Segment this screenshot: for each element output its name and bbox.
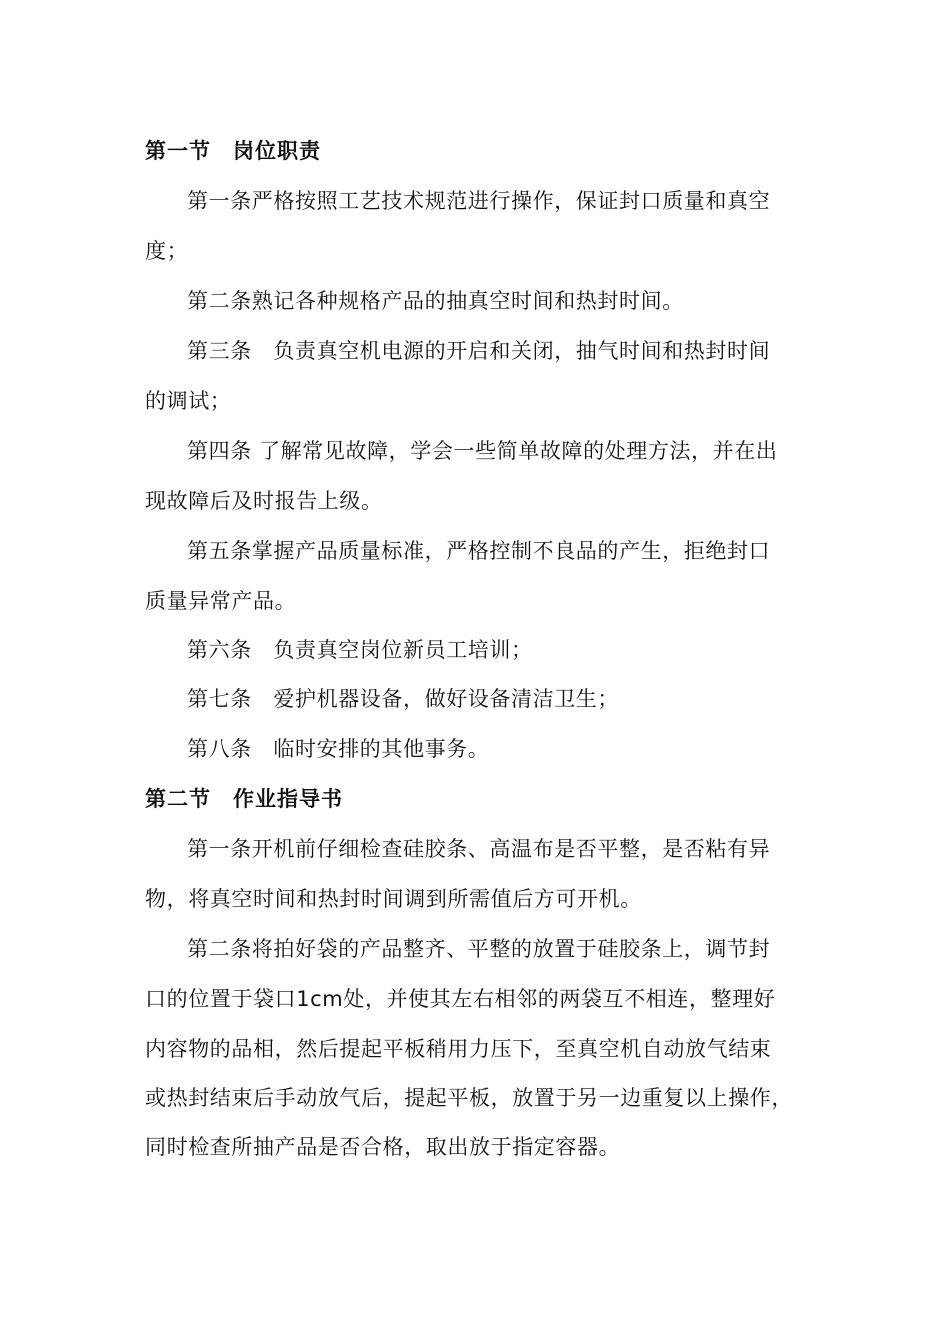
section-1-article-6: 第六条 负责真空岗位新员工培训； bbox=[187, 638, 533, 662]
section-1-article-5-line-2: 质量异常产品。 bbox=[145, 589, 297, 613]
section-1-article-4-line-1: 第四条 了解常见故障，学会一些简单故障的处理方法，并在出 bbox=[187, 439, 778, 463]
section-1-article-1-line-1: 第一条严格按照工艺技术规范进行操作，保证封口质量和真空 bbox=[187, 189, 771, 213]
section-1-title: 第一节 岗位职责 bbox=[145, 139, 321, 163]
section-1-article-3-line-1: 第三条 负责真空机电源的开启和关闭，抽气时间和热封时间 bbox=[187, 339, 771, 363]
section-1-article-5-line-1: 第五条掌握产品质量标准，严格控制不良品的产生，拒绝封口 bbox=[187, 539, 771, 563]
section-1-article-3-line-2: 的调试； bbox=[145, 389, 232, 413]
section-1-article-2: 第二条熟记各种规格产品的抽真空时间和热封时间。 bbox=[187, 289, 684, 313]
section-2-article-1-line-2: 物，将真空时间和热封时间调到所需值后方可开机。 bbox=[145, 887, 642, 911]
section-2-title: 第二节 作业指导书 bbox=[145, 787, 343, 811]
section-1-article-7: 第七条 爱护机器设备，做好设备清洁卫生； bbox=[187, 687, 619, 711]
section-1-article-8: 第八条 临时安排的其他事务。 bbox=[187, 737, 490, 761]
section-2-article-2-line-1: 第二条将拍好袋的产品整齐、平整的放置于硅胶条上，调节封 bbox=[187, 937, 771, 961]
section-2-article-2-line-3: 内容物的品相，然后提起平板稍用力压下，至真空机自动放气结束 bbox=[145, 1037, 772, 1061]
section-2-article-2-line-2: 口的位置于袋口1cm处，并使其左右相邻的两袋互不相连，整理好 bbox=[145, 987, 776, 1011]
section-1-article-4-line-2: 现故障后及时报告上级。 bbox=[145, 489, 383, 513]
section-2-article-2-line-4: 或热封结束后手动放气后，提起平板，放置于另一边重复以上操作， bbox=[145, 1086, 793, 1110]
section-1-article-1-line-2: 度； bbox=[145, 239, 189, 263]
section-2-article-2-line-5: 同时检查所抽产品是否合格，取出放于指定容器。 bbox=[145, 1135, 621, 1159]
section-2-article-1-line-1: 第一条开机前仔细检查硅胶条、高温布是否平整，是否粘有异 bbox=[187, 837, 771, 861]
